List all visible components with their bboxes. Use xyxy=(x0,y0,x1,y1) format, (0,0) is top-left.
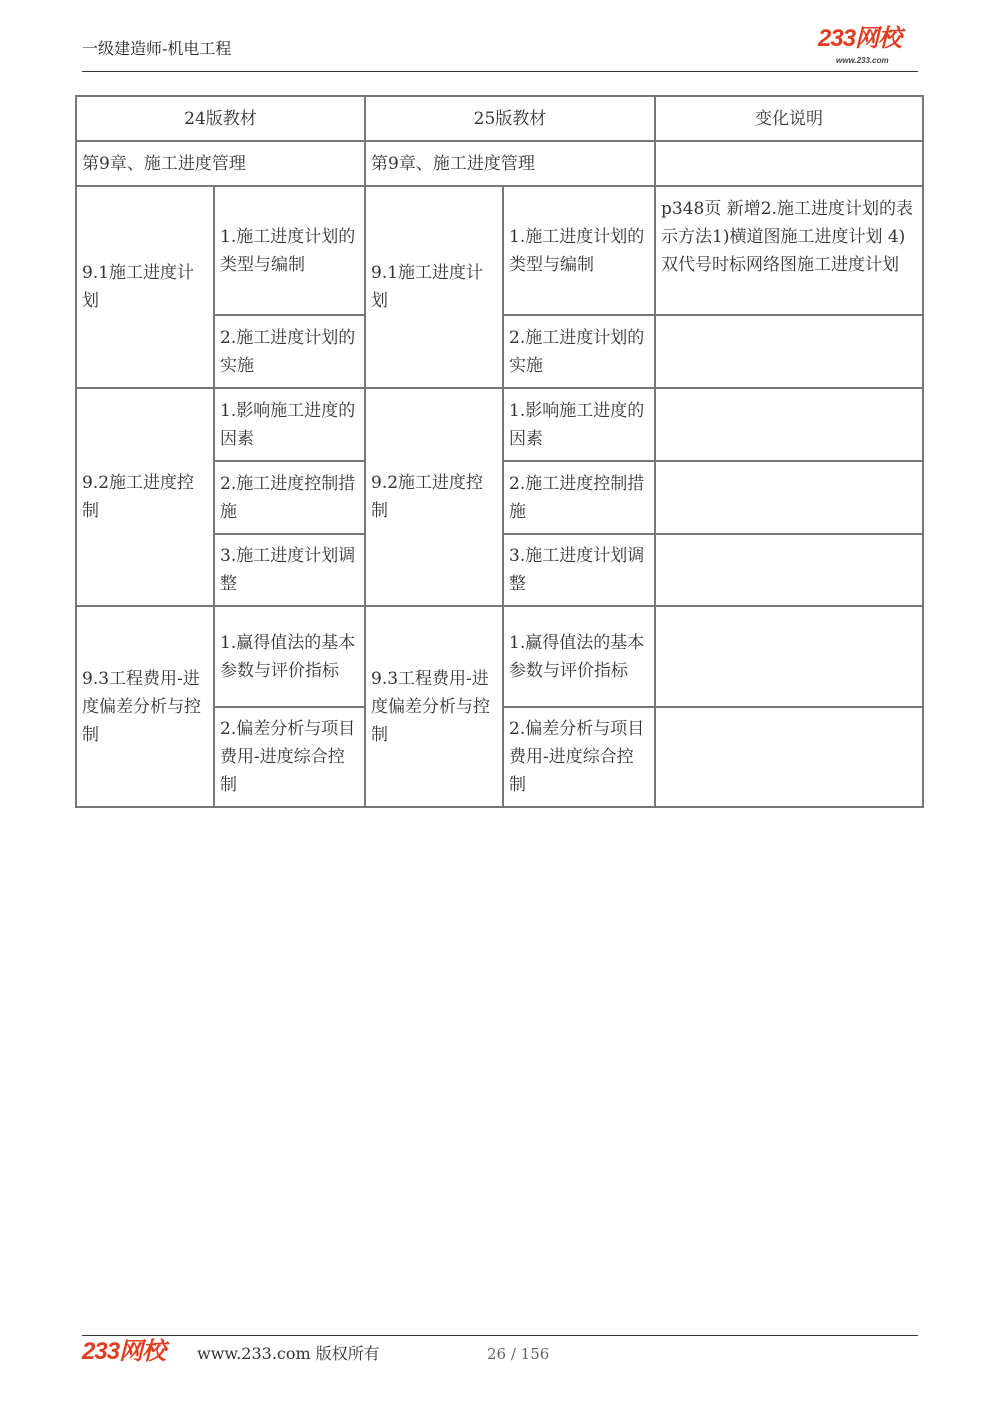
item-25: 2.偏差分析与项目费用-进度综合控制 xyxy=(503,707,655,807)
chapter-note xyxy=(655,141,923,186)
chapter-25: 第9章、施工进度管理 xyxy=(365,141,655,186)
item-24: 1.影响施工进度的因素 xyxy=(214,388,365,461)
item-25: 1.赢得值法的基本参数与评价指标 xyxy=(503,606,655,707)
brand-logo-url: www.233.com xyxy=(836,56,889,65)
section-25: 9.2施工进度控制 xyxy=(365,388,503,606)
change-note xyxy=(655,461,923,534)
brand-logo: 233网校 xyxy=(818,25,902,52)
chapter-24: 第9章、施工进度管理 xyxy=(76,141,365,186)
table-row xyxy=(76,186,923,315)
header-change: 变化说明 xyxy=(655,96,923,141)
chapter-row xyxy=(76,141,923,186)
footer-logo: 233网校 xyxy=(82,1338,166,1365)
change-note xyxy=(655,606,923,707)
header-divider xyxy=(82,71,918,72)
item-25: 1.影响施工进度的因素 xyxy=(503,388,655,461)
section-24: 9.3工程费用-进度偏差分析与控制 xyxy=(76,606,214,807)
table-row xyxy=(76,388,923,461)
section-24: 9.1施工进度计划 xyxy=(76,186,214,388)
section-25: 9.3工程费用-进度偏差分析与控制 xyxy=(365,606,503,807)
change-note xyxy=(655,534,923,606)
document-title: 一级建造师-机电工程 xyxy=(82,39,232,58)
footer-divider xyxy=(82,1335,918,1336)
item-25: 3.施工进度计划调整 xyxy=(503,534,655,606)
page-number: 26 / 156 xyxy=(487,1345,550,1363)
footer-copyright: www.233.com 版权所有 xyxy=(197,1344,380,1363)
item-25: 2.施工进度计划的实施 xyxy=(503,315,655,388)
header-24: 24版教材 xyxy=(76,96,365,141)
item-24: 1.赢得值法的基本参数与评价指标 xyxy=(214,606,365,707)
item-24: 3.施工进度计划调整 xyxy=(214,534,365,606)
item-24: 2.偏差分析与项目费用-进度综合控制 xyxy=(214,707,365,807)
comparison-table xyxy=(75,95,924,808)
change-note xyxy=(655,388,923,461)
change-note xyxy=(655,707,923,807)
item-25: 1.施工进度计划的类型与编制 xyxy=(503,186,655,315)
table-row xyxy=(76,606,923,707)
item-25: 2.施工进度控制措施 xyxy=(503,461,655,534)
item-24: 1.施工进度计划的类型与编制 xyxy=(214,186,365,315)
item-24: 2.施工进度控制措施 xyxy=(214,461,365,534)
section-25: 9.1施工进度计划 xyxy=(365,186,503,388)
change-note: p348页 新增2.施工进度计划的表示方法1)横道图施工进度计划 4)双代号时标网络图施工进度计划 xyxy=(655,186,923,315)
change-note xyxy=(655,315,923,388)
table-header-row xyxy=(76,96,923,141)
item-24: 2.施工进度计划的实施 xyxy=(214,315,365,388)
header-25: 25版教材 xyxy=(365,96,655,141)
section-24: 9.2施工进度控制 xyxy=(76,388,214,606)
